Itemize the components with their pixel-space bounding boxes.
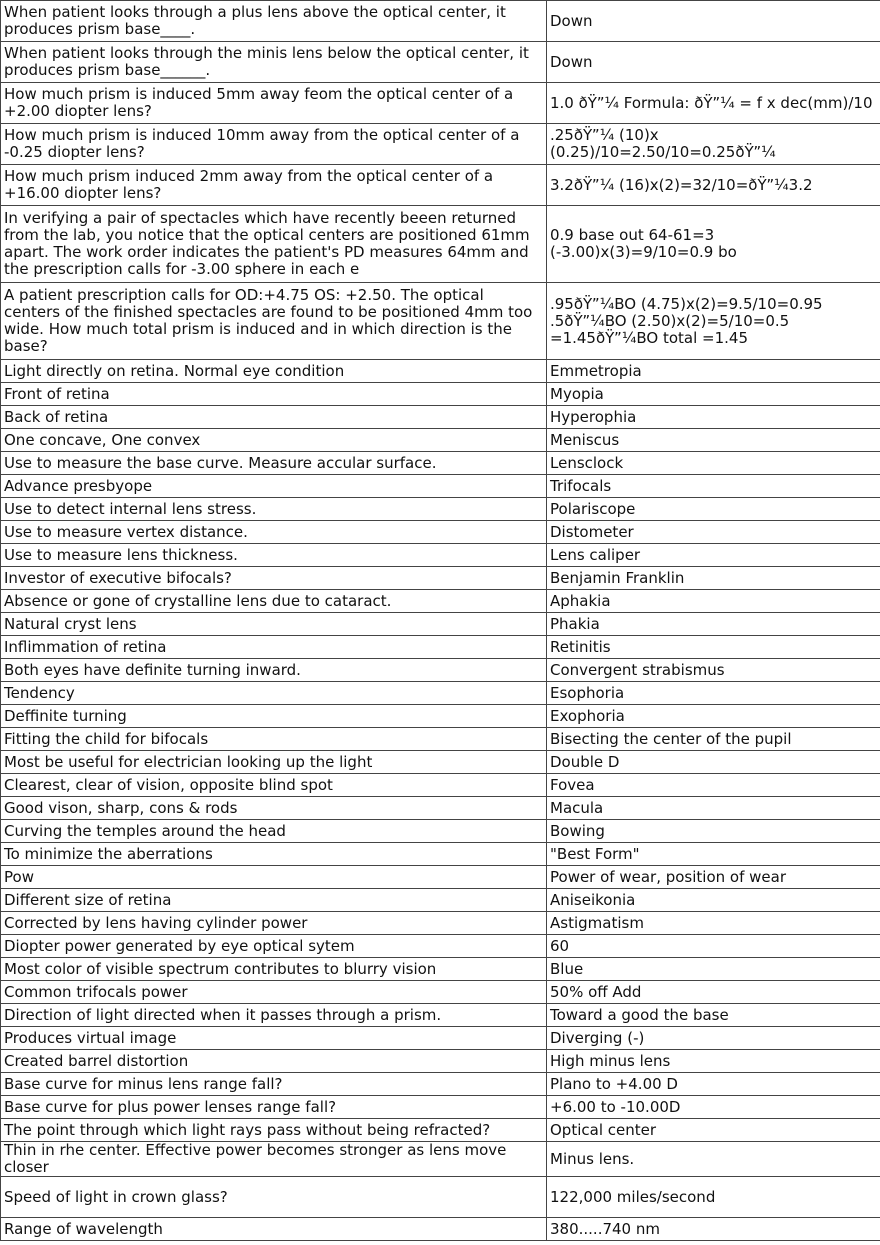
term-cell: In verifying a pair of spectacles which have recently beeen returned from the lab, you notice that the optical centers are positioned 61mm apart. The work order indicates the patient's PD measures 64mm and the prescription calls for -3.00 sphere in each e: [1, 206, 547, 283]
table-row: [1, 283, 880, 360]
definition-cell: Power of wear, position of wear: [547, 866, 880, 889]
table-row: [1, 475, 880, 498]
definition-cell: Bowing: [547, 820, 880, 843]
term-cell: Light directly on retina. Normal eye condition: [1, 360, 547, 383]
definition-cell: Phakia: [547, 613, 880, 636]
definition-cell: High minus lens: [547, 1050, 880, 1073]
definition-cell: Minus lens.: [547, 1142, 880, 1177]
table-row: [1, 613, 880, 636]
table-row: [1, 682, 880, 705]
term-cell: Fitting the child for bifocals: [1, 728, 547, 751]
definition-cell: Retinitis: [547, 636, 880, 659]
term-cell: Most color of visible spectrum contributes to blurry vision: [1, 958, 547, 981]
term-cell: Range of wavelength: [1, 1218, 547, 1241]
table-row: [1, 590, 880, 613]
table-row: [1, 452, 880, 475]
definition-cell: Macula: [547, 797, 880, 820]
table-row: [1, 1004, 880, 1027]
definition-cell: Polariscope: [547, 498, 880, 521]
term-cell: Use to detect internal lens stress.: [1, 498, 547, 521]
term-cell: How much prism induced 2mm away from the optical center of a +16.00 diopter lens?: [1, 165, 547, 206]
definition-cell: Myopia: [547, 383, 880, 406]
definition-cell: Down: [547, 42, 880, 83]
term-cell: Investor of executive bifocals?: [1, 567, 547, 590]
table-row: [1, 360, 880, 383]
definition-cell: Aniseikonia: [547, 889, 880, 912]
term-cell: To minimize the aberrations: [1, 843, 547, 866]
term-cell: Front of retina: [1, 383, 547, 406]
table-row: [1, 406, 880, 429]
table-row: [1, 429, 880, 452]
term-cell: How much prism is induced 5mm away feom the optical center of a +2.00 diopter lens?: [1, 83, 547, 124]
table-row: [1, 820, 880, 843]
definition-cell: "Best Form": [547, 843, 880, 866]
definition-cell: Optical center: [547, 1119, 880, 1142]
table-row: [1, 889, 880, 912]
term-cell: Clearest, clear of vision, opposite blind spot: [1, 774, 547, 797]
definition-cell: Aphakia: [547, 590, 880, 613]
table-row: [1, 1073, 880, 1096]
term-cell: Base curve for plus power lenses range fall?: [1, 1096, 547, 1119]
definition-cell: 0.9 base out 64-61=3 (-3.00)x(3)=9/10=0.9 bo: [547, 206, 880, 283]
term-cell: Inflimmation of retina: [1, 636, 547, 659]
term-cell: Both eyes have definite turning inward.: [1, 659, 547, 682]
definition-cell: Blue: [547, 958, 880, 981]
table-row: [1, 1142, 880, 1177]
table-row: [1, 1050, 880, 1073]
flashcard-rows: [1, 1, 880, 1241]
term-cell: Direction of light directed when it passes through a prism.: [1, 1004, 547, 1027]
definition-cell: Emmetropia: [547, 360, 880, 383]
term-cell: Use to measure the base curve. Measure accular surface.: [1, 452, 547, 475]
definition-cell: Lens caliper: [547, 544, 880, 567]
table-row: [1, 705, 880, 728]
table-row: [1, 981, 880, 1004]
table-row: [1, 797, 880, 820]
term-cell: Base curve for minus lens range fall?: [1, 1073, 547, 1096]
term-cell: The point through which light rays pass without being refracted?: [1, 1119, 547, 1142]
table-row: [1, 1119, 880, 1142]
definition-cell: Lensclock: [547, 452, 880, 475]
table-row: [1, 1096, 880, 1119]
term-cell: How much prism is induced 10mm away from the optical center of a -0.25 diopter lens?: [1, 124, 547, 165]
table-row: [1, 866, 880, 889]
table-row: [1, 206, 880, 283]
table-row: [1, 1218, 880, 1241]
table-row: [1, 1, 880, 42]
table-row: [1, 544, 880, 567]
table-row: [1, 958, 880, 981]
term-cell: Thin in rhe center. Effective power becomes stronger as lens move closer: [1, 1142, 547, 1177]
definition-cell: .25ðŸ”¼ (10)x (0.25)/10=2.50/10=0.25ðŸ”¼: [547, 124, 880, 165]
definition-cell: Double D: [547, 751, 880, 774]
table-row: [1, 751, 880, 774]
term-cell: Speed of light in crown glass?: [1, 1177, 547, 1218]
table-row: [1, 83, 880, 124]
definition-cell: Diverging (-): [547, 1027, 880, 1050]
table-row: [1, 498, 880, 521]
definition-cell: 380.....740 nm: [547, 1218, 880, 1241]
term-cell: Good vison, sharp, cons & rods: [1, 797, 547, 820]
definition-cell: Exophoria: [547, 705, 880, 728]
table-row: [1, 165, 880, 206]
term-cell: When patient looks through a plus lens above the optical center, it produces prism base____.: [1, 1, 547, 42]
table-row: [1, 383, 880, 406]
definition-cell: Convergent strabismus: [547, 659, 880, 682]
term-cell: Corrected by lens having cylinder power: [1, 912, 547, 935]
term-cell: Created barrel distortion: [1, 1050, 547, 1073]
term-cell: Deffinite turning: [1, 705, 547, 728]
table-row: [1, 843, 880, 866]
table-row: [1, 521, 880, 544]
definition-cell: Bisecting the center of the pupil: [547, 728, 880, 751]
definition-cell: Hyperophia: [547, 406, 880, 429]
table-row: [1, 659, 880, 682]
term-cell: One concave, One convex: [1, 429, 547, 452]
definition-cell: Astigmatism: [547, 912, 880, 935]
table-row: [1, 728, 880, 751]
term-cell: Back of retina: [1, 406, 547, 429]
definition-cell: Down: [547, 1, 880, 42]
term-cell: Use to measure lens thickness.: [1, 544, 547, 567]
definition-cell: Distometer: [547, 521, 880, 544]
table-row: [1, 935, 880, 958]
term-cell: Most be useful for electrician looking up the light: [1, 751, 547, 774]
definition-cell: +6.00 to -10.00D: [547, 1096, 880, 1119]
table-row: [1, 636, 880, 659]
term-cell: A patient prescription calls for OD:+4.75 OS: +2.50. The optical centers of the finished spectacles are found to be positioned 4mm too wide. How much total prism is induced and in which direction is the base?: [1, 283, 547, 360]
table-row: [1, 912, 880, 935]
term-cell: Natural cryst lens: [1, 613, 547, 636]
table-row: [1, 567, 880, 590]
definition-cell: 50% off Add: [547, 981, 880, 1004]
definition-cell: Fovea: [547, 774, 880, 797]
definition-cell: 3.2ðŸ”¼ (16)x(2)=32/10=ðŸ”¼3.2: [547, 165, 880, 206]
definition-cell: 60: [547, 935, 880, 958]
term-cell: Produces virtual image: [1, 1027, 547, 1050]
definition-cell: Toward a good the base: [547, 1004, 880, 1027]
term-cell: Common trifocals power: [1, 981, 547, 1004]
table-row: [1, 1027, 880, 1050]
term-cell: When patient looks through the minis lens below the optical center, it produces prism base______.: [1, 42, 547, 83]
definition-cell: Trifocals: [547, 475, 880, 498]
definition-cell: 122,000 miles/second: [547, 1177, 880, 1218]
definition-cell: Esophoria: [547, 682, 880, 705]
term-cell: Diopter power generated by eye optical sytem: [1, 935, 547, 958]
term-cell: Tendency: [1, 682, 547, 705]
table-row: [1, 774, 880, 797]
definition-cell: Meniscus: [547, 429, 880, 452]
table-row: [1, 42, 880, 83]
term-cell: Absence or gone of crystalline lens due to cataract.: [1, 590, 547, 613]
table-row: [1, 124, 880, 165]
definition-cell: .95ðŸ”¼BO (4.75)x(2)=9.5/10=0.95 .5ðŸ”¼BO (2.50)x(2)=5/10=0.5 =1.45ðŸ”¼BO total =1.45: [547, 283, 880, 360]
definition-cell: 1.0 ðŸ”¼ Formula: ðŸ”¼ = f x dec(mm)/10: [547, 83, 880, 124]
term-cell: Different size of retina: [1, 889, 547, 912]
term-cell: Advance presbyope: [1, 475, 547, 498]
table-row: [1, 1177, 880, 1218]
term-cell: Use to measure vertex distance.: [1, 521, 547, 544]
definition-cell: Benjamin Franklin: [547, 567, 880, 590]
term-cell: Pow: [1, 866, 547, 889]
term-cell: Curving the temples around the head: [1, 820, 547, 843]
definition-cell: Plano to +4.00 D: [547, 1073, 880, 1096]
